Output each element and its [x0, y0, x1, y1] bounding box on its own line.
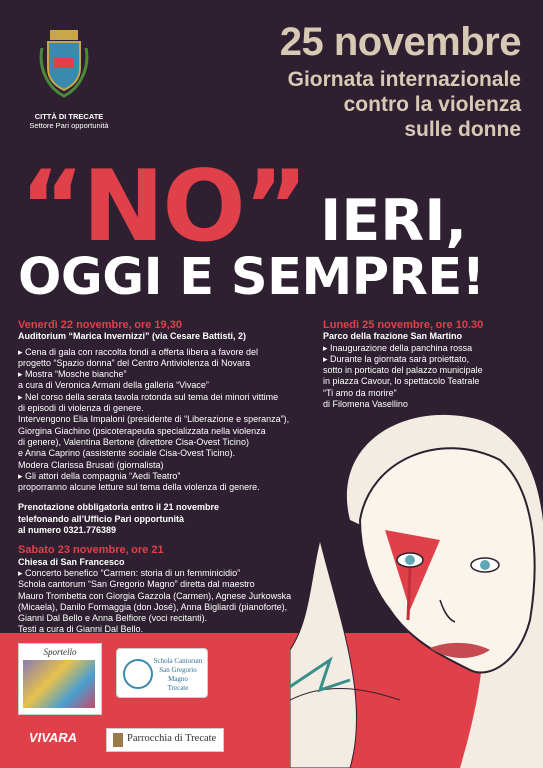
event3-line: sotto in porticato del palazzo municipale	[323, 365, 483, 376]
subtitle-line: sulle donne	[404, 118, 521, 141]
schola-name-2: San Gregorio Magno	[159, 666, 197, 683]
event1-place: Auditorium “Marica Invernizzi” (via Cesare Battisti, 2)	[18, 331, 247, 342]
headline-row	[20, 150, 467, 264]
church-icon	[113, 733, 123, 747]
city-name: CITTÀ DI TRECATE	[34, 112, 104, 121]
headline-oggi: OGGI E SEMPRE!	[18, 248, 485, 307]
event1-date: Venerdì 22 novembre,	[18, 319, 132, 331]
schola-seal-icon	[123, 659, 153, 689]
parrocchia-logo-text: Parrocchia di Trecate	[127, 733, 217, 744]
event3-line: ▸ Inaugurazione della panchina rossa	[323, 342, 473, 353]
event1-line: ▸ Nel corso della serata tavola rotonda sul tema dei minori vittime	[18, 391, 279, 402]
subtitle	[191, 67, 521, 142]
event1-line: Giorgina Giachino (psicoterapeuta specializzata nella violenza	[18, 425, 266, 436]
sportello-logo-text: Sportello	[43, 647, 77, 657]
booking-phone: al numero 0321.776389	[18, 525, 117, 536]
headline-ieri: IERI,	[320, 188, 468, 254]
woman-face-illustration	[290, 400, 543, 768]
event3-line: ▸ Durante la giornata sarà proiettato,	[323, 353, 470, 364]
event3-line: di Filomena Vasellino	[323, 399, 408, 410]
headline-no: “NO”	[20, 150, 307, 264]
event2-line: Schola cantorum “San Gregorio Magno” diretta dal maestro	[18, 579, 255, 590]
event2-date: Sabato 23 novembre,	[18, 544, 129, 557]
subtitle-line: Giornata internazionale	[287, 68, 521, 91]
event1-line: proporranno alcune letture sul tema della violenza di genere.	[18, 482, 260, 493]
event3-time: ore 10.30	[435, 319, 484, 331]
event1-line: di episodi di violenza di genere.	[18, 403, 144, 414]
event3-line: in piazza Cavour, lo spettacolo Teatrale	[323, 376, 480, 387]
vivara-logo: VIVARA	[18, 728, 88, 748]
event2-line: Gianni Dal Bello e Anna Belfiore (voci recitanti).	[18, 613, 208, 624]
schola-logo-text	[151, 657, 205, 693]
event3-line: “Ti amo da morire”	[323, 387, 397, 398]
event1-line: e Anna Caprino (assistente sociale Cisa-Ovest Ticino).	[18, 448, 236, 459]
subtitle-line: contro la violenza	[343, 93, 521, 116]
program-left-column	[18, 320, 318, 636]
sportello-logo-artwork	[23, 660, 95, 708]
event1-line: ▸ Cena di gala con raccolta fondi a offerta libera a favore del	[18, 346, 258, 357]
event1-line: di genere), Valentina Bertone (direttore Cisa-Ovest Ticino)	[18, 436, 249, 447]
parrocchia-logo	[106, 728, 224, 752]
schola-cantorum-logo	[116, 648, 208, 698]
event2-line: Mauro Trombetta con Giorgia Gazzola (Carmen), Agnese Jurkowska	[18, 590, 292, 601]
program-right-column	[323, 320, 533, 410]
city-crest-icon	[38, 28, 90, 100]
event1-line: Modera Clarissa Brusati (giornalista)	[18, 459, 164, 470]
event3-place: Parco della frazione San Martino	[323, 331, 463, 342]
event2-line: ▸ Concerto benefico “Carmen: storia di un femminicidio”	[18, 567, 241, 578]
event1-line: Intervengono Elia Impaloni (presidente di “Liberazione e speranza”),	[18, 414, 290, 425]
event3-date: Lunedì 25 novembre,	[323, 319, 434, 331]
event2-line: Testi a cura di Gianni Dal Bello.	[18, 624, 144, 635]
event1-line: ▸ Gli attori della compagnia “Aedi Teatro”	[18, 470, 181, 481]
event2-place: Chiesa di San Francesco	[18, 556, 125, 567]
event1-line: a cura di Veronica Armani della galleria “Vivace”	[18, 380, 209, 391]
schola-name: Schola Cantorum	[153, 657, 203, 665]
schola-city: Trecate	[167, 684, 189, 692]
city-name-block	[14, 112, 124, 130]
event1-line: ▸ Mostra “Mosche bianche”	[18, 369, 127, 380]
booking-line: telefonando all’Ufficio Pari opportunità	[18, 513, 185, 524]
event-date-title: 25 novembre	[279, 20, 521, 64]
booking-line: Prenotazione obbligatoria entro il 21 novembre	[18, 502, 220, 513]
event2-line: (Micaela), Danilo Formaggia (don José), Anna Bigliardi (pianoforte),	[18, 601, 288, 612]
office-name: Settore Pari opportunità	[29, 121, 109, 130]
event2-time: ore 21	[131, 544, 164, 557]
event1-line: progetto “Spazio donna” del Centro Antiviolenza di Novara	[18, 357, 251, 368]
sportello-logo	[18, 643, 102, 715]
event1-time: ore 19,30	[134, 319, 182, 331]
